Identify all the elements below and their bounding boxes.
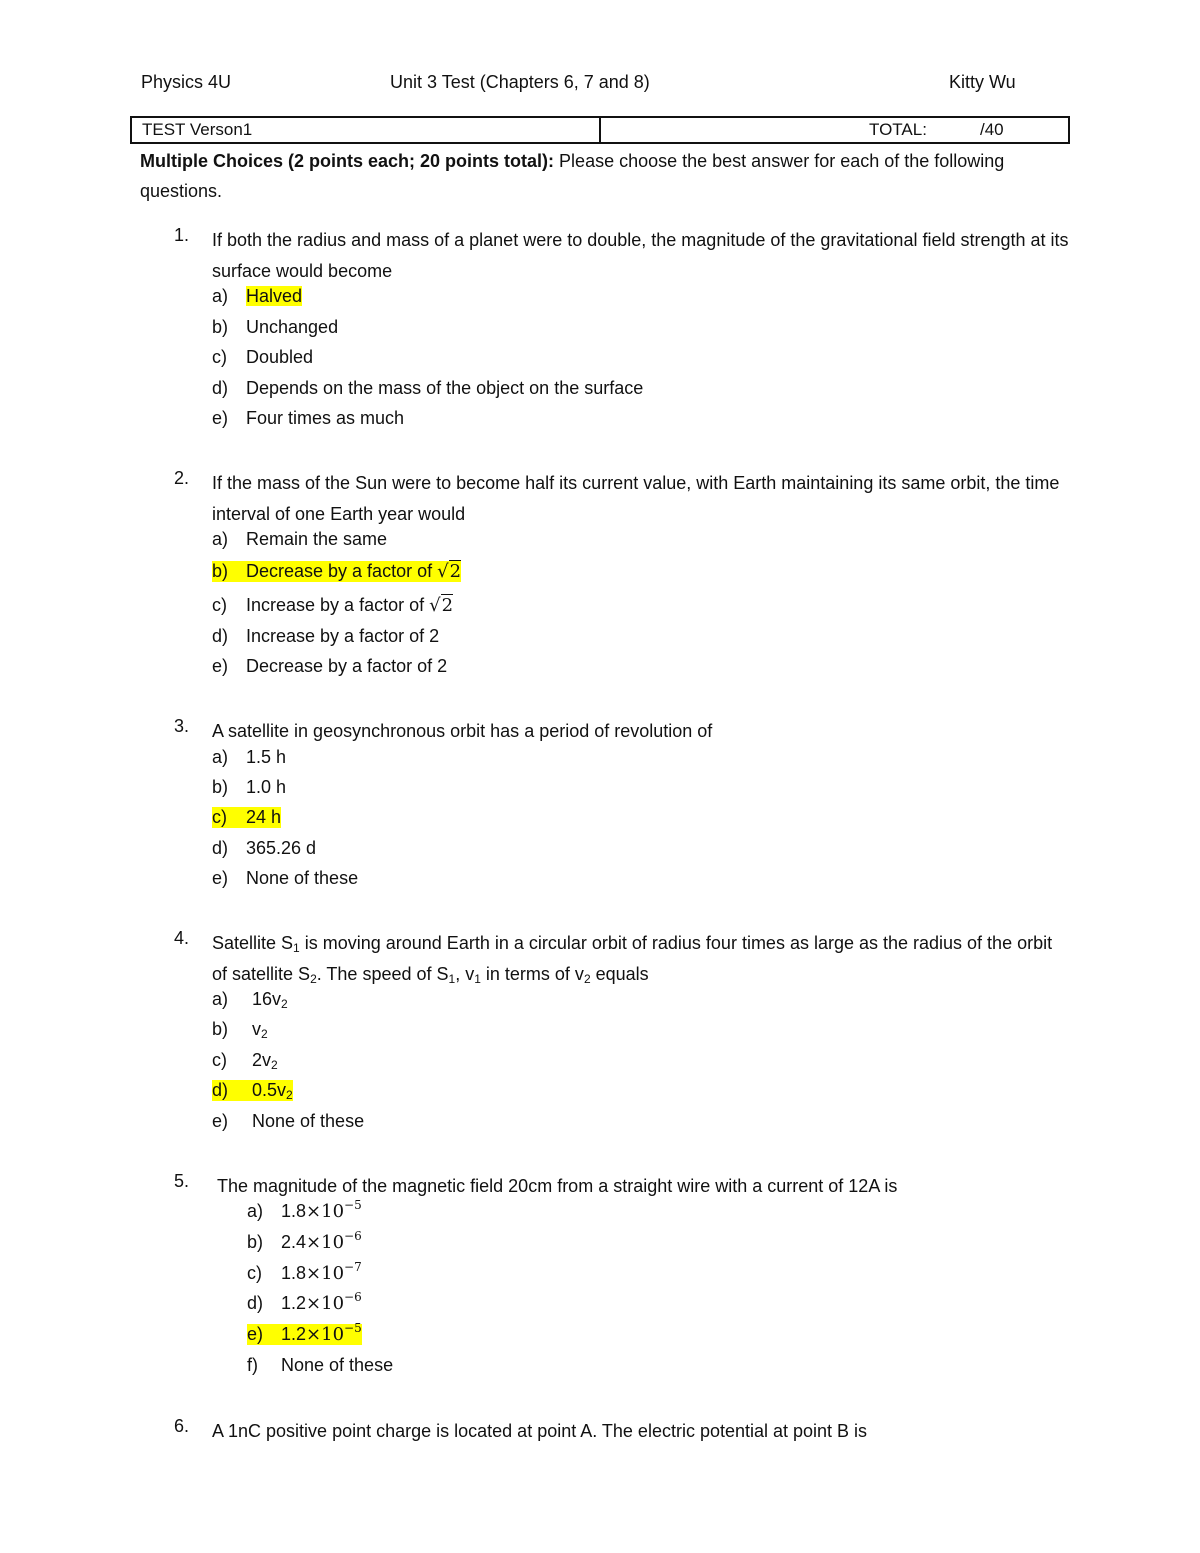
question-stem: Satellite $S_1$ is moving around Earth in a circular orbit of radius four times as large as the radius of the orbit of satellite $S_2$. The speed of $S_1$, $v_1$ in terms of $v_2$ equals <box>212 933 1053 986</box>
question-stem: A satellite in geosynchronous orbit has a period of revolution of <box>212 721 713 741</box>
test-version: TEST Verson1 <box>132 118 601 142</box>
instructions <box>140 146 1020 206</box>
question-number: 6. <box>174 1416 190 1436</box>
q5-option-a[interactable]: a) $1.8\times 10^{-5}$ <box>247 1198 362 1222</box>
q1-option-b[interactable]: b) Unchanged <box>212 317 339 337</box>
question-stem: A 1nC positive point charge is located at point A. The electric potential at point B is <box>212 1421 868 1441</box>
q2-option-b[interactable]: b) Decrease by a factor of √2 <box>212 561 462 582</box>
q4-option-c[interactable]: c) $2v_2$ <box>212 1050 278 1072</box>
question-number: 2. <box>174 468 190 488</box>
q4-option-b[interactable]: b) $v_2$ <box>212 1019 268 1041</box>
q5-option-d[interactable]: d) $1.2\times 10^{-6}$ <box>247 1290 362 1314</box>
q3-option-d[interactable]: d) 365.26 d <box>212 838 317 858</box>
total-cell <box>601 118 1068 142</box>
q4-option-e[interactable]: e) None of these <box>212 1111 365 1131</box>
question-stem: If the mass of the Sun were to become half its current value, with Earth maintaining its same orbit, the time interval of one Earth year would <box>212 473 1060 524</box>
q2-option-c[interactable]: c) Increase by a factor of √2 <box>212 595 454 616</box>
header-test-title: Unit 3 Test (Chapters 6, 7 and 8) <box>390 72 650 92</box>
instructions-text: Please choose the best answer for each of the following questions. <box>140 151 1005 201</box>
q1-option-e[interactable]: e) Four times as much <box>212 408 405 428</box>
q5-option-e[interactable]: e) $1.2\times 10^{-5}$ <box>247 1321 362 1345</box>
q3-option-e[interactable]: e) None of these <box>212 868 359 888</box>
instructions-heading: Multiple Choices (2 points each; 20 points total): <box>140 151 555 171</box>
header-course: Physics 4U <box>141 72 232 92</box>
sqrt-symbol: √2 <box>437 561 462 582</box>
q4-option-a[interactable]: a) $16v_2$ <box>212 989 288 1011</box>
q2-option-a[interactable]: a) Remain the same <box>212 529 388 549</box>
question-number: 1. <box>174 225 190 245</box>
q5-option-b[interactable]: b) $2.4\times 10^{-6}$ <box>247 1229 362 1253</box>
q5-option-f[interactable]: f) None of these <box>247 1355 394 1375</box>
header-author: Kitty Wu <box>949 72 1016 92</box>
score-box <box>130 116 1070 144</box>
q3-option-a[interactable]: a) 1.5 h <box>212 747 287 767</box>
question-number: 4. <box>174 928 190 948</box>
q2-option-d[interactable]: d) Increase by a factor of 2 <box>212 626 440 646</box>
q1-option-c[interactable]: c) Doubled <box>212 347 314 367</box>
q3-option-c[interactable]: c) 24 h <box>212 807 282 827</box>
question-stem: The magnitude of the magnetic field 20cm from a straight wire with a current of 12A is <box>217 1176 898 1196</box>
question-number: 5. <box>174 1171 190 1191</box>
q2-option-e[interactable]: e) Decrease by a factor of 2 <box>212 656 448 676</box>
q1-option-a[interactable]: a) Halved <box>212 286 303 306</box>
question-stem: If both the radius and mass of a planet were to double, the magnitude of the gravitational field strength at its surface would become <box>212 230 1069 281</box>
q4-option-d[interactable]: d) $0.5v_2$ <box>212 1080 293 1102</box>
question-number: 3. <box>174 716 190 736</box>
q5-option-c[interactable]: c) $1.8\times 10^{-7}$ <box>247 1260 362 1284</box>
total-label: TOTAL: <box>869 120 927 139</box>
q1-option-d[interactable]: d) Depends on the mass of the object on the surface <box>212 378 644 398</box>
sqrt-symbol: √2 <box>429 595 454 616</box>
q3-option-b[interactable]: b) 1.0 h <box>212 777 287 797</box>
total-value: /40 <box>980 120 1004 139</box>
